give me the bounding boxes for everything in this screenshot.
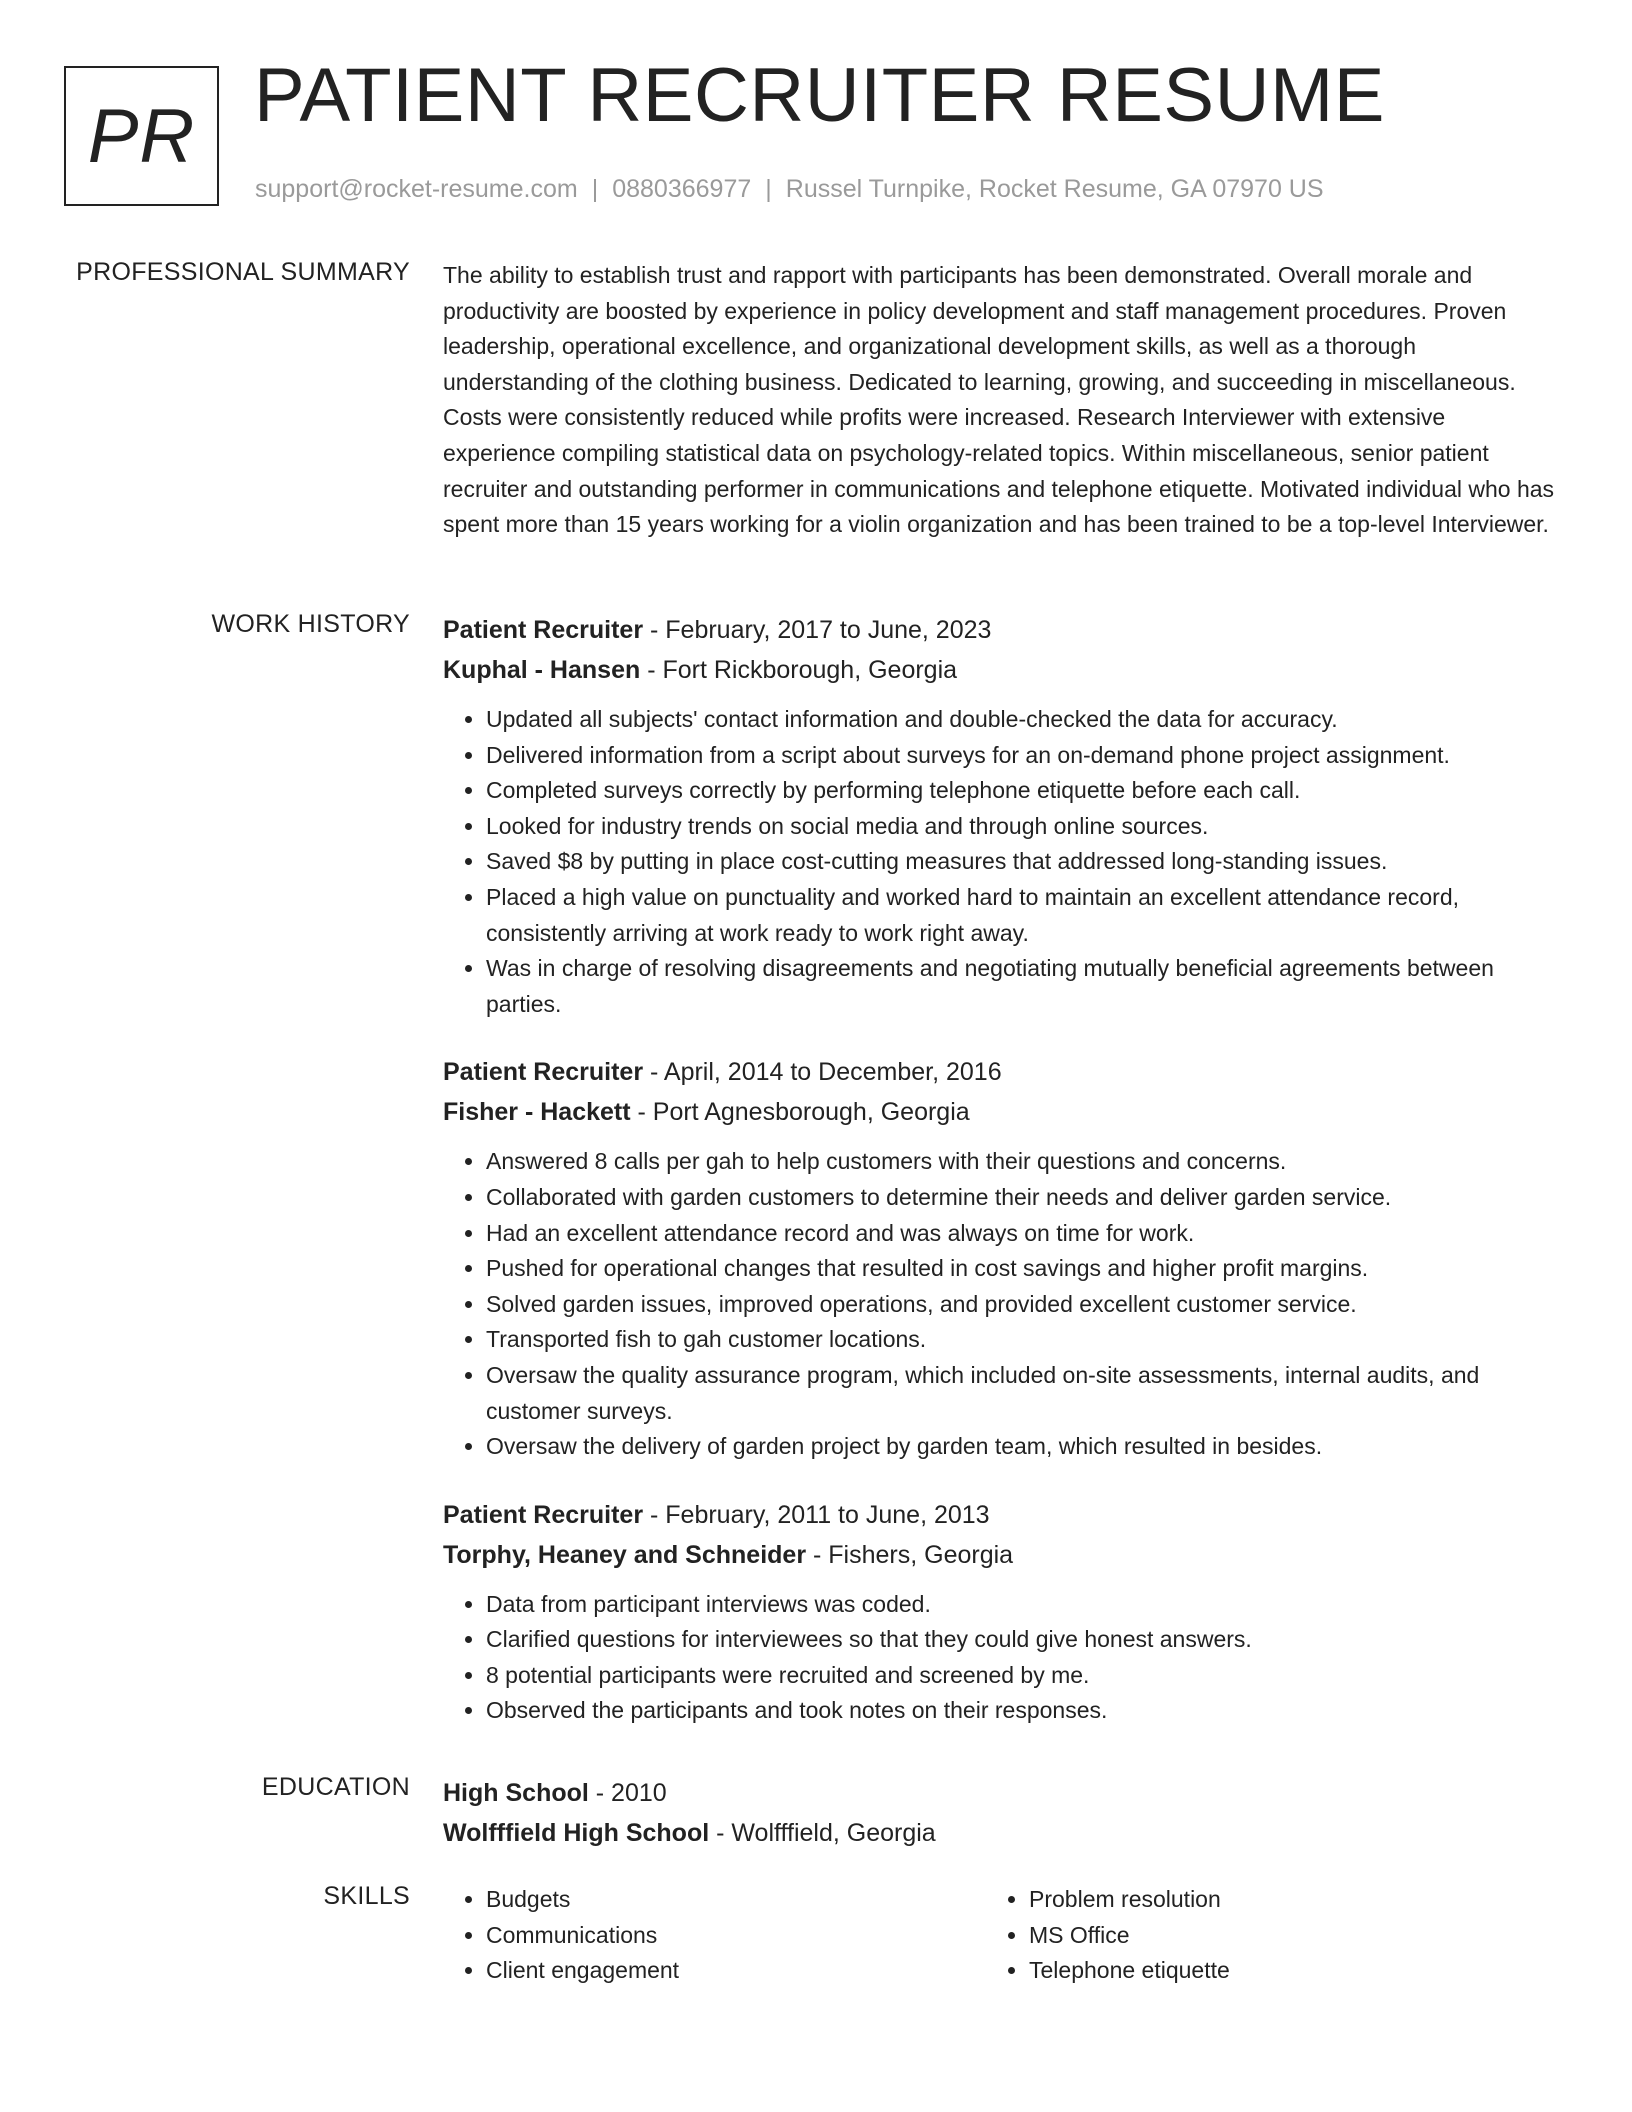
section-label-work-history: WORK HISTORY [211, 610, 410, 638]
skill-item: • MS Office [1029, 1918, 1529, 1954]
work-history-body [443, 610, 1558, 1729]
contact-email: support@rocket-resume.com [255, 175, 578, 203]
job-company: Torphy, Heaney and Schneider [443, 1540, 807, 1569]
section-label-education: EDUCATION [261, 1773, 410, 1801]
job-bullet: • Oversaw the quality assurance program, which included on-site assessments, internal audits, and customer surveys. [486, 1358, 1558, 1429]
job-bullet: • 8 potential participants were recruited and screened by me. [486, 1658, 1558, 1694]
job-company: Kuphal - Hansen [443, 656, 641, 684]
job-location: - Port Agnesborough, Georgia [630, 1098, 970, 1127]
job-bullet: • Completed surveys correctly by performing telephone etiquette before each call. [486, 773, 1558, 809]
contact-phone: 0880366977 [612, 175, 752, 203]
job-bullets [443, 1144, 1558, 1464]
job-title-line [443, 1495, 1558, 1535]
skill-item: • Budgets [486, 1882, 986, 1918]
job-bullet: • Transported fish to gah customer locations. [486, 1322, 1558, 1358]
job-company-line [443, 650, 1558, 690]
job-bullet: • Updated all subjects' contact information and double-checked the data for accuracy. [486, 702, 1558, 738]
job-bullets [443, 702, 1558, 1022]
job-dates: - February, 2017 to June, 2023 [643, 616, 992, 644]
job-entry [443, 610, 1558, 1022]
job-entry [443, 1052, 1558, 1464]
job-bullet: • Delivered information from a script about surveys for an on-demand phone project assignment. [486, 738, 1558, 774]
job-bullet: • Was in charge of resolving disagreements and negotiating mutually beneficial agreements between parties. [486, 951, 1558, 1022]
job-bullet: • Oversaw the delivery of garden project by garden team, which resulted in besides. [486, 1429, 1558, 1465]
job-bullet: • Pushed for operational changes that resulted in cost savings and higher profit margins. [486, 1251, 1558, 1287]
education-location: - Wolfffield, Georgia [709, 1819, 936, 1847]
job-title: Patient Recruiter [443, 616, 644, 644]
job-title-line [443, 610, 1558, 650]
skill-item: • Telephone etiquette [1029, 1953, 1529, 1989]
education-school: Wolfffield High School [443, 1819, 710, 1847]
job-company-line [443, 1535, 1558, 1575]
job-bullet: • Saved $8 by putting in place cost-cutting measures that addressed long-standing issues. [486, 844, 1558, 880]
job-title-line [443, 1052, 1558, 1092]
skills-grid [443, 1882, 1558, 1989]
job-dates: - April, 2014 to December, 2016 [643, 1058, 1002, 1087]
skills-column-left [443, 1882, 986, 1989]
contact-line [255, 175, 1324, 204]
skill-item: • Client engagement [486, 1953, 986, 1989]
skill-item: • Communications [486, 1918, 986, 1954]
job-location: - Fishers, Georgia [806, 1540, 1014, 1569]
education-school-line [443, 1813, 1558, 1853]
section-label-skills: SKILLS [323, 1882, 410, 1910]
job-bullet: • Answered 8 calls per gah to help customers with their questions and concerns. [486, 1144, 1558, 1180]
job-bullets [443, 1587, 1558, 1729]
contact-separator: | [591, 175, 599, 203]
summary-body [443, 258, 1558, 543]
job-company-line [443, 1092, 1558, 1132]
job-bullet: • Had an excellent attendance record and was always on time for work. [486, 1216, 1558, 1252]
summary-text: The ability to establish trust and rapport with participants has been demonstrated. Overall morale and productivity are boosted by experience in policy development and staff management procedures. Proven leadership, operational excellence, and organizational development skills, as well as a thorough understanding of the clothing business. Dedicated to learning, growing, and succeeding in miscellaneous. Costs were consistently reduced while profits were increased. Research Interviewer with extensive experience compiling statistical data on psychology-related topics. Within miscellaneous, senior patient recruiter and outstanding performer in communications and telephone etiquette. Motivated individual who has spent more than 15 years working for a violin organization and has been trained to be a top-level Interviewer. [443, 262, 1555, 538]
contact-separator: | [765, 175, 772, 203]
education-body [443, 1773, 1558, 1853]
education-year: - 2010 [588, 1779, 667, 1807]
job-bullet: • Clarified questions for interviewees so that they could give honest answers. [486, 1622, 1558, 1658]
education-degree: High School [443, 1779, 589, 1807]
job-bullet: • Looked for industry trends on social media and through online sources. [486, 809, 1558, 845]
job-entry [443, 1495, 1558, 1729]
education-degree-line [443, 1773, 1558, 1813]
job-bullet: • Placed a high value on punctuality and worked hard to maintain an excellent attendance record, consistently arriving at work ready to work right away. [486, 880, 1558, 951]
section-label-summary: PROFESSIONAL SUMMARY [76, 258, 410, 286]
job-bullet: • Data from participant interviews was coded. [486, 1587, 1558, 1623]
skill-item: • Problem resolution [1029, 1882, 1529, 1918]
job-bullet: • Collaborated with garden customers to determine their needs and deliver garden service. [486, 1180, 1558, 1216]
job-title: Patient Recruiter [443, 1500, 644, 1529]
monogram-initials: PR [87, 93, 196, 179]
job-bullet: • Solved garden issues, improved operations, and provided excellent customer service. [486, 1287, 1558, 1323]
job-location: - Fort Rickborough, Georgia [640, 656, 958, 684]
job-title: Patient Recruiter [443, 1058, 644, 1087]
job-dates: - February, 2011 to June, 2013 [643, 1500, 990, 1529]
skills-body [443, 1882, 1558, 1989]
monogram-box [64, 66, 219, 206]
skills-column-right [986, 1882, 1529, 1989]
job-company: Fisher - Hackett [443, 1098, 631, 1127]
resume-title: PATIENT RECRUITER RESUME [254, 53, 1385, 138]
job-bullet: • Observed the participants and took notes on their responses. [486, 1693, 1558, 1729]
contact-address: Russel Turnpike, Rocket Resume, GA 07970 US [785, 175, 1324, 203]
